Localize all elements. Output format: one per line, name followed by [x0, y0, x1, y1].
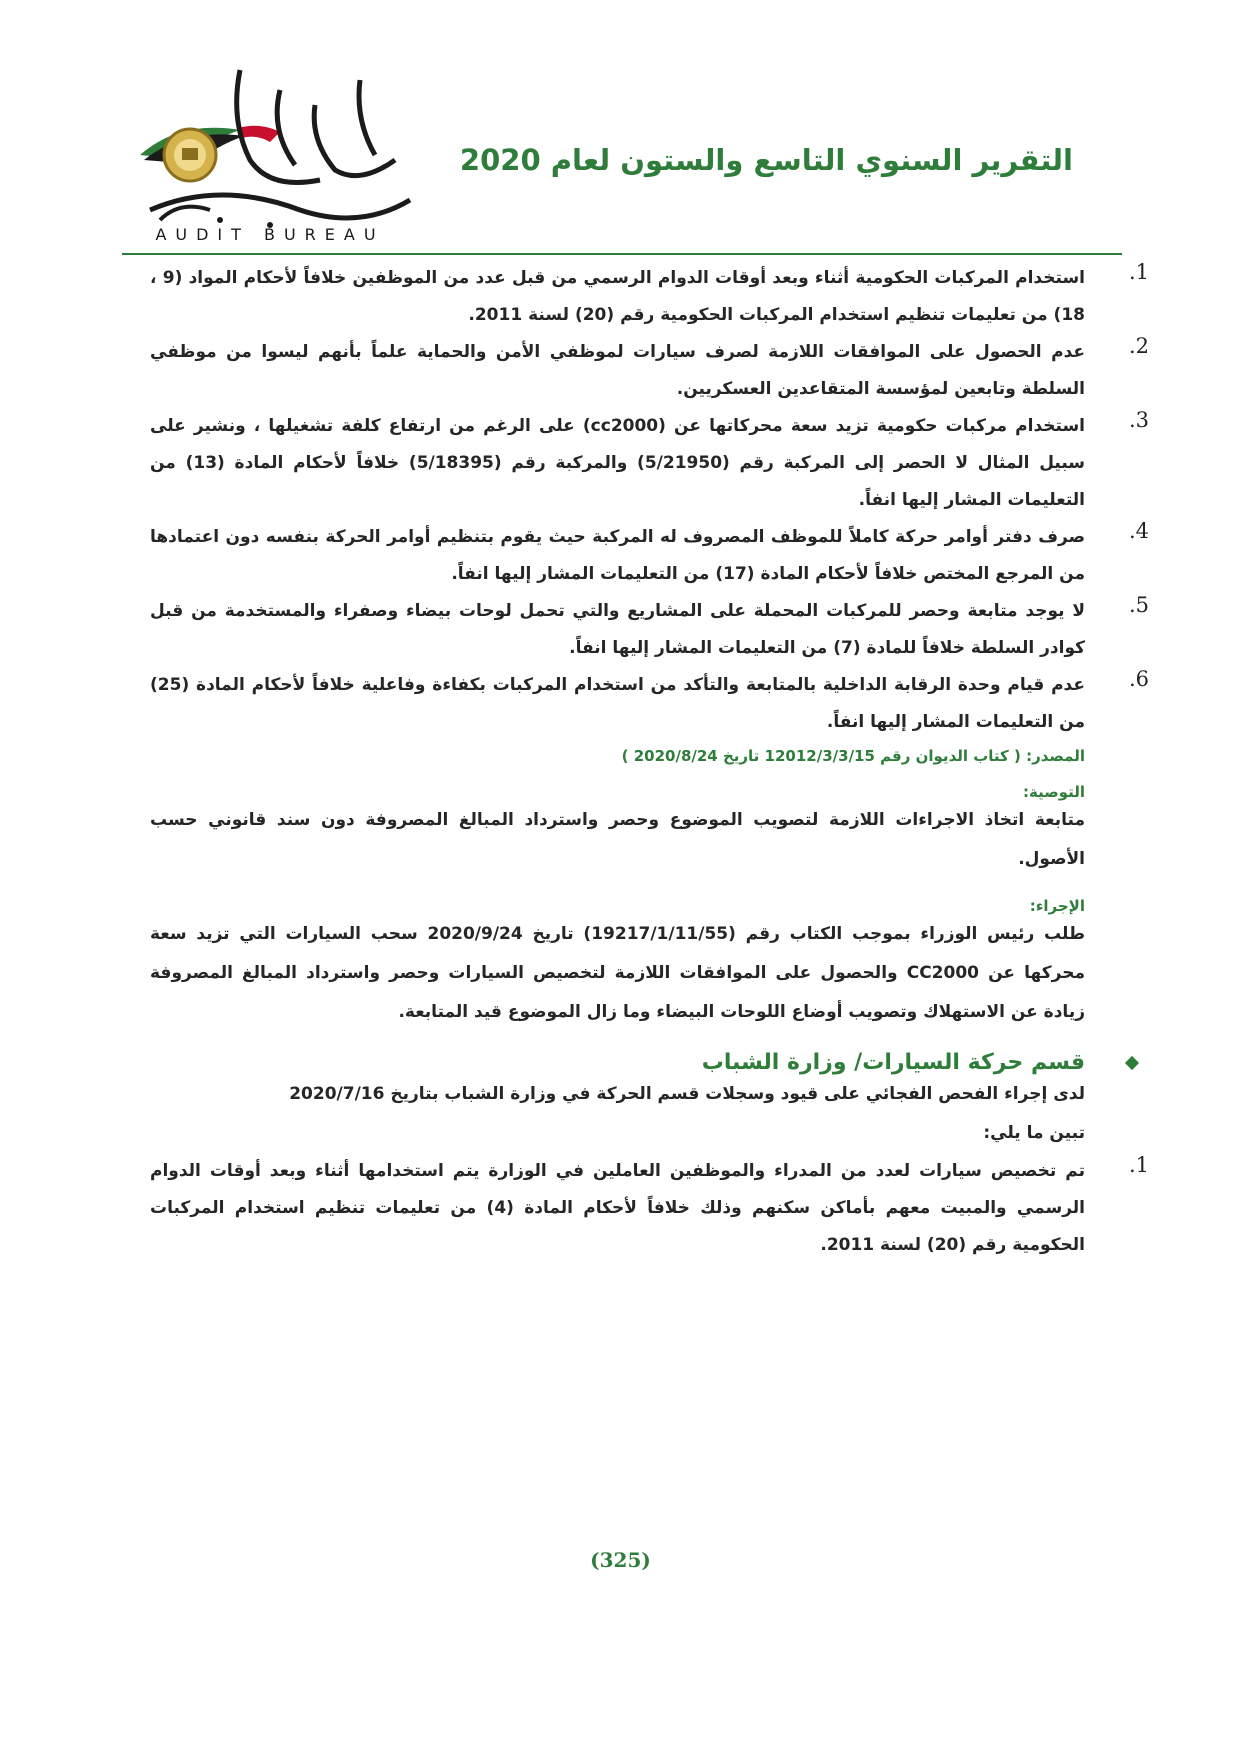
item-text: استخدام المركبات الحكومية أثناء وبعد أوقات الدوام الرسمي من قبل عدد من الموظفين خلافاً لأحكام المواد (9 ، 18) من تعليمات تنظيم استخدام المركبات الحكومية رقم (20) لسنة 2011. [150, 268, 1085, 325]
source-reference: المصدر: ( كتاب الديوان رقم 12012/3/3/15 تاريخ 2020/8/24 ) [621, 747, 1085, 765]
item-number: 6. [1128, 667, 1149, 691]
diamond-bullet-icon [1125, 1056, 1139, 1070]
header-divider [122, 253, 1122, 255]
item-number: 1. [1128, 1153, 1149, 1177]
item-number: 1. [1128, 260, 1149, 284]
item-text: لا يوجد متابعة وحصر للمركبات المحملة على المشاريع والتي تحمل لوحات بيضاء وصفراء والمستخدمة من قبل كوادر السلطة خلافاً للمادة (7) من التعليمات المشار إليها انفاً. [150, 601, 1085, 658]
section-heading [150, 1050, 1085, 1075]
action-label: الإجراء: [1029, 897, 1085, 915]
item-text: استخدام مركبات حكومية تزيد سعة محركاتها عن (cc2000) على الرغم من ارتفاع كلفة تشغيلها ، ونشير على سبيل المثال لا الحصر إلى المركبة رقم (5/21950) والمركبة رقم (5/18395) خلافاً لأحكام المادة (13) من التعليمات المشار إليها انفاً. [150, 416, 1086, 510]
finding-item [150, 408, 1149, 519]
page-content [150, 260, 1149, 1264]
finding-item [150, 334, 1149, 408]
report-title: التقرير السنوي التاسع والستون لعام 2020 [459, 143, 1073, 177]
item-number: 4. [1128, 519, 1149, 543]
item-text: عدم الحصول على الموافقات اللازمة لصرف سيارات لموظفي الأمن والحماية علماً بأنهم ليسوا من موظفي السلطة وتابعين لمؤسسة المتقاعدين العسكريين. [150, 342, 1085, 399]
item-text: عدم قيام وحدة الرقابة الداخلية بالمتابعة والتأكد من استخدام المركبات بكفاءة وفاعلية خلافاً لأحكام المادة (25) من التعليمات المشار إليها انفاً. [150, 675, 1085, 732]
recommendation-text: متابعة اتخاذ الاجراءات اللازمة لتصويب الموضوع وحصر واسترداد المبالغ المصروفة دون سند قانوني حسب الأصول. [150, 810, 1085, 869]
section-heading-text: قسم حركة السيارات/ وزارة الشباب [701, 1050, 1085, 1075]
item-number: 2. [1128, 334, 1149, 358]
action-text: طلب رئيس الوزراء بموجب الكتاب رقم (19217/1/11/55) تاريخ 2020/9/24 سحب السيارات التي تزيد سعة محركها عن CC2000 والحصول على الموافقات اللازمة لتخصيص السيارات وحصر واسترداد المبالغ المصروفة زيادة عن الاستهلاك وتصويب أوضاع اللوحات البيضاء وما زال الموضوع قيد المتابعة. [150, 924, 1085, 1022]
finding-item [150, 519, 1149, 593]
item-text: صرف دفتر أوامر حركة كاملاً للموظف المصروف له المركبة حيث يقوم بتنظيم أوامر الحركة بنفسه دون اعتمادها من المرجع المختص خلافاً لأحكام المادة (17) من التعليمات المشار إليها انفاً. [150, 527, 1085, 584]
item-number: 3. [1128, 408, 1149, 432]
item-text: تم تخصيص سيارات لعدد من المدراء والموظفين العاملين في الوزارة يتم استخدامها أثناء وبعد أوقات الدوام الرسمي والمبيت معهم بأماكن سكنهم وذلك خلافاً لأحكام المادة (4) من تعليمات تنظيم استخدام المركبات الحكومية رقم (20) لسنة 2011. [150, 1161, 1085, 1255]
section-item [150, 1153, 1149, 1264]
page-header [0, 0, 1241, 260]
finding-item [150, 260, 1149, 334]
recommendation-label: التوصية: [1022, 783, 1085, 801]
item-number: 5. [1128, 593, 1149, 617]
page-number: (325) [590, 1548, 651, 1572]
finding-item [150, 593, 1149, 667]
finding-item [150, 667, 1149, 741]
logo-latin-text: AUDIT BUREAU [155, 225, 385, 244]
section-intro: لدى إجراء الفحص الفجائي على قيود وسجلات قسم الحركة في وزارة الشباب بتاريخ 2020/7/16 [289, 1084, 1085, 1104]
section-intro-continued: تبين ما يلي: [983, 1123, 1085, 1143]
